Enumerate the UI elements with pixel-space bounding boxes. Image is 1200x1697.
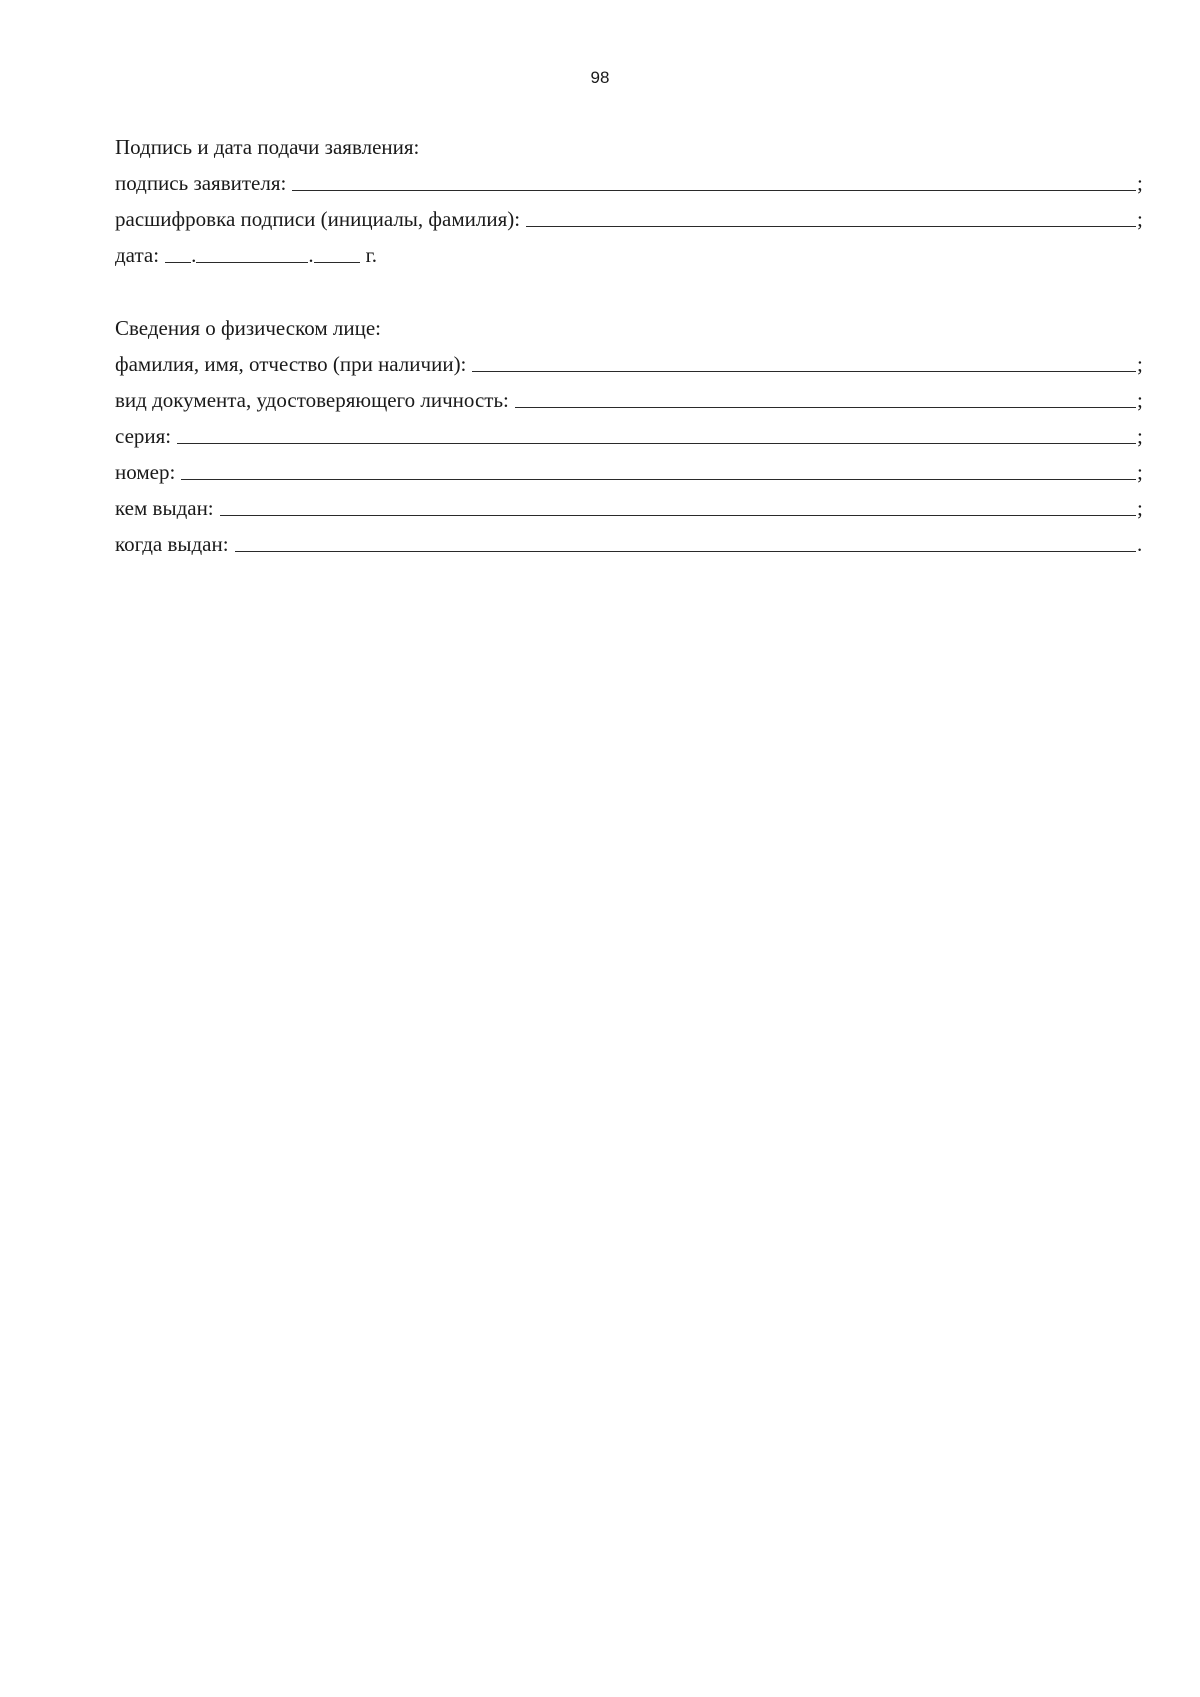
field-end-mark: ;: [1137, 352, 1143, 376]
date-day-field[interactable]: [165, 242, 191, 263]
signature-section-heading: Подпись и дата подачи заявления:: [115, 135, 420, 159]
date-line: [115, 232, 1145, 268]
field-label: расшифровка подписи (инициалы, фамилия):: [115, 207, 521, 231]
issued-by-field[interactable]: [220, 495, 1136, 516]
person-section-heading: Сведения о физическом лице:: [115, 316, 381, 340]
document-number-line: [115, 449, 1145, 485]
signature-decoding-field[interactable]: [526, 206, 1136, 227]
field-end-mark: .: [1137, 532, 1143, 556]
date-label: дата:: [115, 243, 160, 267]
issued-by-line: [115, 485, 1145, 521]
field-label: фамилия, имя, отчество (при наличии):: [115, 352, 467, 376]
signature-section: [115, 124, 1145, 268]
person-section: [115, 305, 1145, 557]
field-label: серия:: [115, 424, 172, 448]
date-separator: .: [191, 243, 197, 267]
field-end-mark: ;: [1137, 496, 1143, 520]
field-end-mark: ;: [1137, 460, 1143, 484]
date-year-field[interactable]: [314, 242, 360, 263]
field-end-mark: ;: [1137, 424, 1143, 448]
date-year-suffix: г.: [365, 243, 378, 267]
field-label: подпись заявителя:: [115, 171, 287, 195]
document-number-field[interactable]: [181, 459, 1136, 480]
full-name-field[interactable]: [472, 351, 1136, 372]
signature-decoding-line: [115, 196, 1145, 232]
field-end-mark: ;: [1137, 388, 1143, 412]
page-number: 98: [590, 68, 610, 87]
field-label: когда выдан:: [115, 532, 229, 556]
field-end-mark: ;: [1137, 207, 1143, 231]
applicant-signature-field[interactable]: [292, 170, 1136, 191]
document-series-line: [115, 413, 1145, 449]
document-series-field[interactable]: [177, 423, 1136, 444]
issue-date-field[interactable]: [235, 531, 1136, 552]
field-label: номер:: [115, 460, 176, 484]
id-document-type-field[interactable]: [515, 387, 1136, 408]
applicant-signature-line: [115, 160, 1145, 196]
field-end-mark: ;: [1137, 171, 1143, 195]
field-label: вид документа, удостоверяющего личность:: [115, 388, 509, 412]
id-document-type-line: [115, 377, 1145, 413]
field-label: кем выдан:: [115, 496, 214, 520]
full-name-line: [115, 341, 1145, 377]
issue-date-line: [115, 521, 1145, 557]
date-separator: .: [308, 243, 314, 267]
date-month-field[interactable]: [196, 242, 308, 263]
